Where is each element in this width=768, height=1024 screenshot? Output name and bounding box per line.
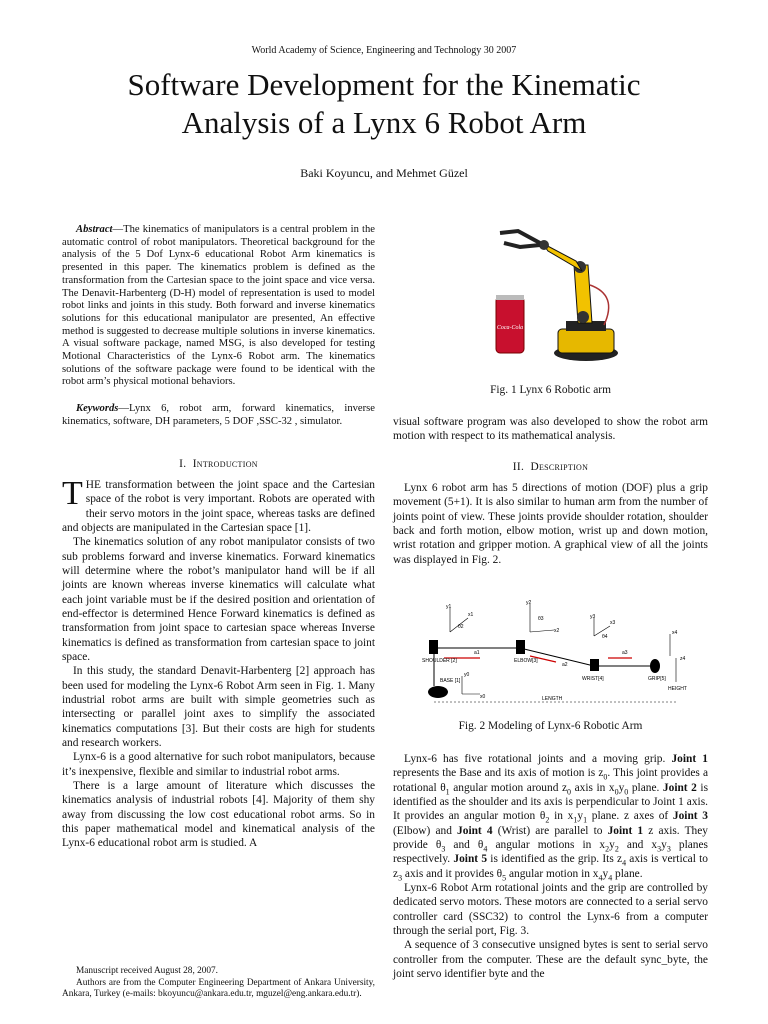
robot-base xyxy=(558,329,614,353)
intro-p1-text: HE transformation between the joint space and the Cartesian space of the robot is very important. Robots are operated with their servo motors in the joint space, whereas tasks are defined and objects are manipulated in the Cartesian space [1]. xyxy=(62,478,375,534)
description-paragraph-1: Lynx 6 robot arm has 5 directions of motion (DOF) plus a grip movement (5+1). It is also similar to human arm from the number of joints point of view. These joints provide shoulder rotation, shoulder back and forth motion, elbow motion, wrist up and down motion, wrist rotation and gripper motion. A graphical view of all the joints was displayed in Fig. 2. xyxy=(393,482,708,566)
label-y3: y3 xyxy=(590,614,596,620)
label-base: BASE [1] xyxy=(440,678,461,684)
subscript: 4 xyxy=(622,858,627,868)
joints-text: (Wrist) are parallel to xyxy=(492,824,608,837)
subscript: 1 xyxy=(573,815,578,825)
joints-text: y xyxy=(577,810,584,823)
joints-text: planes respectively. xyxy=(393,839,708,866)
subscript: 1 xyxy=(583,815,588,825)
subscript: 2 xyxy=(605,844,610,854)
subscript: 4 xyxy=(598,873,603,883)
axis-x2 xyxy=(530,630,554,632)
label-height: HEIGHT xyxy=(668,686,687,692)
label-theta3: θ3 xyxy=(538,616,544,622)
robot-cable xyxy=(590,285,609,325)
intro-paragraph-2: The kinematics solution of any robot manipulator consists of two sub problems forward and inverse kinematics. Forward kinematics will determine where the robot’s manipulator hand will be if all joints are known whereas inverse kinematics will calculate what each joint variable must be if the desired position and orientation of end-effector is determined Hence Forward kinematics is defined as transformation from joint space to cartesian space whereas Inverse kinematics is defined as transformation from cartesian space to joint space. xyxy=(62,536,375,664)
section-heading-description xyxy=(393,460,708,474)
right-column xyxy=(393,415,708,567)
subscript: 3 xyxy=(657,844,662,854)
joints-text: plane. xyxy=(628,781,663,794)
label-theta4: θ4 xyxy=(602,634,608,640)
joints-text: and θ xyxy=(445,839,484,852)
joints-text: and x xyxy=(618,839,658,852)
joints-text: angular motion in x xyxy=(506,867,599,880)
drop-cap: T xyxy=(62,474,83,512)
intro-paragraph-5: There is a large amount of literature which discusses the kinematics analysis of industrial robots [4]. Majority of them shy away from discussing the low cost educational robot arms. So in this paper mathematical model and kinematical analysis of the Lynx-6 educational robot arm is studied. A xyxy=(62,780,375,850)
title-line-2: Analysis of a Lynx 6 Robot Arm xyxy=(181,105,587,140)
abstract-label: Abstract xyxy=(76,224,113,235)
footnote xyxy=(62,966,375,1001)
keywords-dash: — xyxy=(118,403,129,415)
joints-text: axis is vertical to z xyxy=(393,853,709,880)
subscript: 2 xyxy=(545,815,550,825)
subscript: 4 xyxy=(608,873,613,883)
joints-text: angular motions in x xyxy=(487,839,606,852)
label-x4: x4 xyxy=(672,630,678,636)
joint-3-label: Joint 3 xyxy=(672,810,708,823)
footnote-received: Manuscript received August 28, 2007. xyxy=(76,966,219,976)
joints-text: (Elbow) and xyxy=(393,824,458,837)
label-x0: x0 xyxy=(480,694,486,700)
joint-2-label: Joint 2 xyxy=(662,781,697,794)
label-elbow: ELBOW[3] xyxy=(514,658,538,664)
joints-text: plane. xyxy=(612,867,643,880)
section-number: II. xyxy=(512,460,525,473)
subscript: 4 xyxy=(483,844,488,854)
robot-gripper xyxy=(500,231,540,247)
joint-base xyxy=(428,686,448,698)
title-line-1: Software Development for the Kinematic xyxy=(127,67,641,102)
figure-1-caption: Fig. 1 Lynx 6 Robotic arm xyxy=(490,384,611,396)
footnote-authors: Authors are from the Computer Engineering Department of Ankara University, Ankara, Turkey (e-mails: bkoyuncu@ankara.edu.tr, mguzel@eng.ankara.edu.tr). xyxy=(62,977,375,999)
section-title: Description xyxy=(530,460,589,473)
joints-text: is identified as the grip. Its z xyxy=(487,853,623,866)
joint-wrist xyxy=(590,659,599,671)
label-x2: x2 xyxy=(554,628,560,634)
joints-text: in x xyxy=(549,810,574,823)
subscript: 2 xyxy=(614,844,619,854)
subscript: 0 xyxy=(614,786,619,796)
coke-can-logo: Coca-Cola xyxy=(496,325,524,331)
abstract-text: The kinematics of manipulators is a central problem in the automatic control of robot manipulators. Theoretical background for the analysis of the 5 Dof Lynx-6 educational Robot Arm kinematics is presented in this paper. The kinematics problem is defined as the transformation from the Cartesian space to the joint space and vice versa. The Denavit-Harbenterg (D-H) model of representation is used to model robot links and joints in this study. Both forward and inverse kinematics solutions for this educational manipulator are presented, An effective method is suggested to decrease multiple solutions in inverse kinematics. A visual software package, named MSG, is also developed for testing Motional Characteristics of the Lynx-6 Robot arm. The kinematics solutions of the software package were found to be identical with the robot arm’s physical motional behaviors. xyxy=(62,224,375,388)
abstract xyxy=(62,224,375,389)
label-x1: x1 xyxy=(468,612,474,618)
joint-4-label: Joint 4 xyxy=(457,824,493,837)
label-theta2: θ2 xyxy=(458,624,464,630)
section-heading-introduction xyxy=(62,457,375,471)
section-number: I. xyxy=(179,457,187,470)
right-column-lower xyxy=(393,752,708,982)
author-list: Baki Koyuncu, and Mehmet Güzel xyxy=(300,166,468,180)
joint-5-label: Joint 5 xyxy=(453,853,488,866)
joints-text: represents the Base and its axis of motion is z xyxy=(393,767,604,780)
joint-elbow xyxy=(516,640,525,654)
keywords-label: Keywords xyxy=(76,403,119,415)
servo-paragraph: Lynx-6 Robot Arm rotational joints and the grip are controlled by dedicated servo motors. These motors are connected to a serial servo controller card (SSC32) to control the Lynx-6 from a computer through the serial port, Fig. 3. xyxy=(393,882,708,938)
coke-can-lid xyxy=(496,295,524,300)
keywords-text: Lynx 6, robot arm, forward kinematics, inverse kinematics, software, DH parameters, 5 DOF ,SSC-32 , simulator. xyxy=(62,403,375,427)
joints-text: axis and it provides θ xyxy=(402,867,503,880)
joints-text: y xyxy=(618,781,625,794)
left-column xyxy=(62,224,375,851)
right-intro-paragraph: visual software program was also developed to show the robot arm motion with respect to its mathematical analysis. xyxy=(393,416,708,443)
abstract-dash: — xyxy=(112,224,124,235)
figure-2-caption: Fig. 2 Modeling of Lynx-6 Robotic Arm xyxy=(458,720,643,732)
section-title: Introduction xyxy=(192,457,258,470)
subscript: 3 xyxy=(441,844,446,854)
label-a2: a2 xyxy=(562,662,568,668)
subscript: 3 xyxy=(666,844,671,854)
label-length: LENGTH xyxy=(542,696,563,702)
subscript: 0 xyxy=(603,772,608,782)
label-grip: GRIP[5] xyxy=(648,676,666,682)
intro-paragraph-3: In this study, the standard Denavit-Harbenterg [2] approach has been used for modeling the Lynx-6 Robot Arm seen in Fig. 1. Many industrial robot arms are built with simple geometries such as intersecting or parallel joint axes to simplify the associated kinematics computations [3]. But their costs are high for students and research workers. xyxy=(62,665,375,750)
joints-text: . This joint provides a rotational θ xyxy=(393,767,708,794)
subscript: 3 xyxy=(398,873,403,883)
joint-1-label: Joint 1 xyxy=(607,824,644,837)
label-y2: y2 xyxy=(526,600,532,606)
figure-1-robot-arm-photo xyxy=(478,225,673,367)
figure-2-kinematic-model xyxy=(422,596,692,706)
label-a3: a3 xyxy=(622,650,628,656)
label-wrist: WRIST[4] xyxy=(582,676,604,682)
robot-shoulder-servo xyxy=(577,311,589,323)
bytes-paragraph: A sequence of 3 consecutive unsigned bytes is sent to serial servo controller from the computer. These are the default sync_byte, the joint servo identifier byte and the xyxy=(393,939,708,981)
joints-text: is identified as the shoulder and its axis is perpendicular to Joint 1 axis. It provides an angular motion θ xyxy=(393,781,709,823)
joints-text: axis in x xyxy=(571,781,615,794)
intro-paragraph-4: Lynx-6 is a good alternative for such robot manipulators, because it’s inexpensive, flexible and similar to industrial robot arms. xyxy=(62,751,375,778)
joints-text: angular motion around z xyxy=(449,781,568,794)
label-x3: x3 xyxy=(610,620,616,626)
joints-text: y xyxy=(602,867,609,880)
paper-title xyxy=(60,66,708,142)
subscript: 0 xyxy=(624,786,629,796)
joints-paragraph xyxy=(393,752,708,881)
label-y0: y0 xyxy=(464,672,470,678)
intro-paragraph-1 xyxy=(62,474,375,535)
subscript: 5 xyxy=(502,873,507,883)
joints-text: plane. z axes of xyxy=(587,810,673,823)
label-z4: z4 xyxy=(680,656,686,662)
joints-text: y xyxy=(661,839,667,852)
subscript: 1 xyxy=(445,786,450,796)
keywords xyxy=(62,403,375,428)
joints-text: y xyxy=(609,839,615,852)
subscript: 0 xyxy=(567,786,572,796)
label-y1: y1 xyxy=(446,604,452,610)
joint-1-label: Joint 1 xyxy=(671,753,708,765)
joints-text: z axis. They provide θ xyxy=(393,824,708,852)
joint-grip xyxy=(650,659,660,673)
label-shoulder: SHOULDER [2] xyxy=(422,658,457,664)
label-a1: a1 xyxy=(474,650,480,656)
joints-text: Lynx-6 has five rotational joints and a moving grip. xyxy=(404,753,672,765)
joint-shoulder xyxy=(429,640,438,654)
journal-header: World Academy of Science, Engineering and Technology 30 2007 xyxy=(251,45,517,56)
